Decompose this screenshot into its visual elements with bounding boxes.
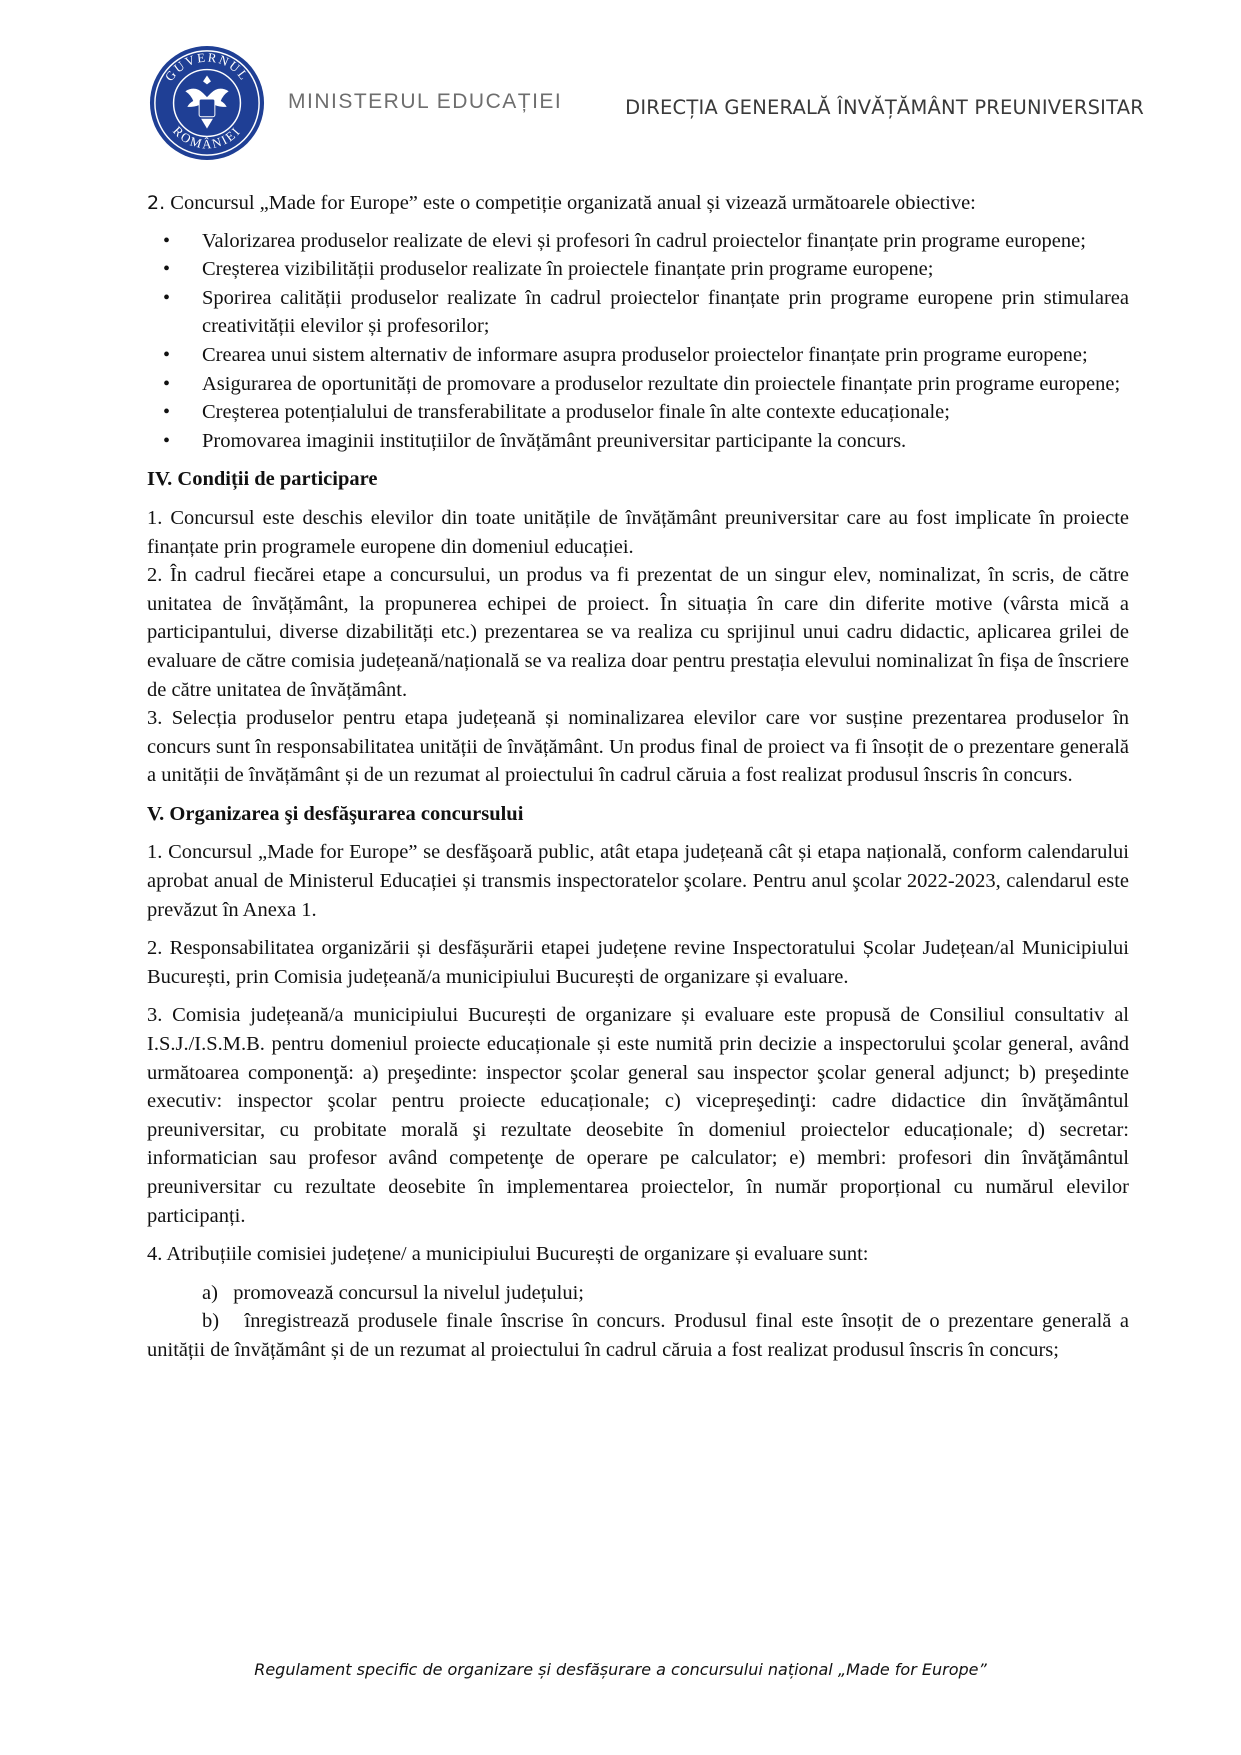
list-item: • Creșterea vizibilității produselor realizate în proiectele finanțate prin programe europene; — [147, 255, 1129, 284]
intro-number: 2. — [147, 192, 166, 214]
list-item: • Valorizarea produselor realizate de elevi și profesori în cadrul proiectelor finanțate prin programe europene; — [147, 227, 1129, 256]
government-seal-icon — [148, 44, 266, 162]
section-4-body — [147, 504, 1129, 790]
ministry-name: MINISTERUL EDUCAȚIEI — [288, 90, 563, 113]
list-item: • Creșterea potențialului de transferabilitate a produselor finale în alte contexte educaționale; — [147, 398, 1129, 427]
list-item: • Promovarea imaginii instituțiilor de învățământ preuniversitar participante la concurs. — [147, 427, 1129, 456]
paragraph: 2. Responsabilitatea organizării și desfășurării etapei județene revine Inspectoratului Școlar Județean/al Municipiului București, prin Comisia județeană/a municipiului București de organizare și evaluare. — [147, 937, 1129, 988]
svg-text:GUVERNUL: GUVERNUL — [162, 50, 252, 84]
list-item: • Asigurarea de oportunități de promovare a produselor rezultate din proiectele finanțate prin programe europene; — [147, 370, 1129, 399]
document-body — [147, 189, 1129, 1365]
duty-item: a) promovează concursul la nivelul județului; — [202, 1281, 584, 1304]
directorate-name: DIRECȚIA GENERALĂ ÎNVĂȚĂMÂNT PREUNIVERSITAR — [625, 96, 1144, 119]
paragraph: 1. Concursul „Made for Europe” se desfăşoară public, atât etapa județeană cât și etapa națională, conform calendarului aprobat anual de Ministerul Educației și transmis inspectoratelor şcolare. Pentru anul şcolar 2022-2023, calendarul este prevăzut în Anexa 1. — [147, 841, 1129, 921]
paragraph: 3. Comisia județeană/a municipiului București de organizare și evaluare este propusă de Consiliul consultativ al I.S.J./I.S.M.B. pentru domeniul proiecte educaționale și este numită prin decizie a inspectorului şcolar general, având următoarea componenţă: a) preşedinte: inspector şcolar general sau inspector şcolar general adjunct; b) preşedinte executiv: inspector şcolar pentru proiecte educaționale; c) vicepreşedinţi: cadre didactice din învăţământul preuniversitar, cu probitate morală şi rezultate deosebite în domeniul proiectelor educaționale; d) secretar: informatician sau profesor având competenţe de operare pe calculator; e) membri: profesori din învăţământul preuniversitar cu rezultate deosebite în implementarea proiectelor, în număr proporțional cu numărul elevilor participanți. — [147, 1004, 1129, 1227]
paragraph: 3. Selecția produselor pentru etapa județeană și nominalizarea elevilor care vor susține prezentarea produselor în concurs sunt în responsabilitatea unității de învățământ. Un produs final de proiect va fi însoțit de o prezentare generală a unității de învățământ și de un rezumat al proiectului în cadrul căruia a fost realizat produsul înscris în concurs. — [147, 707, 1129, 787]
objectives-list — [147, 227, 1129, 456]
page-header — [0, 0, 1241, 170]
section-5-title: V. Organizarea şi desfăşurarea concursului — [147, 802, 524, 825]
duty-item: b) înregistrează produsele finale înscrise în concurs. Produsul final este însoțit de o prezentare generală a unității de învățământ și de un rezumat al proiectului în cadrul căruia a fost realizat produsul înscris în concurs; — [147, 1310, 1129, 1361]
paragraph: 1. Concursul este deschis elevilor din toate unitățile de învățământ preuniversitar care au fost implicate în proiecte finanțate prin programele europene din domeniul educației. — [147, 506, 1129, 558]
section-4-title: IV. Condiții de participare — [147, 468, 378, 491]
paragraph: 4. Atribuțiile comisiei județene/ a municipiului București de organizare și evaluare sunt: — [147, 1243, 869, 1266]
page-footer: Regulament specific de organizare și desfășurare a concursului național „Made for Europe” — [254, 1660, 987, 1679]
list-item: • Sporirea calității produselor realizate în cadrul proiectelor finanțate prin programe europene prin stimularea creativității elevilor și profesorilor; — [147, 284, 1129, 341]
paragraph: 2. În cadrul fiecărei etape a concursului, un produs va fi prezentat de un singur elev, nominalizat, în scris, de către unitatea de învățământ, la propunerea echipei de proiect. În situația în care din diferite motive (vârsta mică a participantului, diverse dizabilități etc.) prezentarea se va realiza cu sprijinul unui cadru didactic, aplicarea grilei de evaluare de către comisia județeană/națională se va realiza doar pentru prestația elevului nominalizat în fișa de înscriere de către unitatea de învățământ. — [147, 564, 1129, 701]
intro-paragraph — [147, 189, 1129, 218]
svg-text:ROMÂNIEI: ROMÂNIEI — [170, 123, 244, 152]
intro-text: Concursul „Made for Europe” este o competiție organizată anual și vizează următoarele obiective: — [170, 192, 976, 214]
list-item: • Crearea unui sistem alternativ de informare asupra produselor proiectelor finanțate prin programe europene; — [147, 341, 1129, 370]
